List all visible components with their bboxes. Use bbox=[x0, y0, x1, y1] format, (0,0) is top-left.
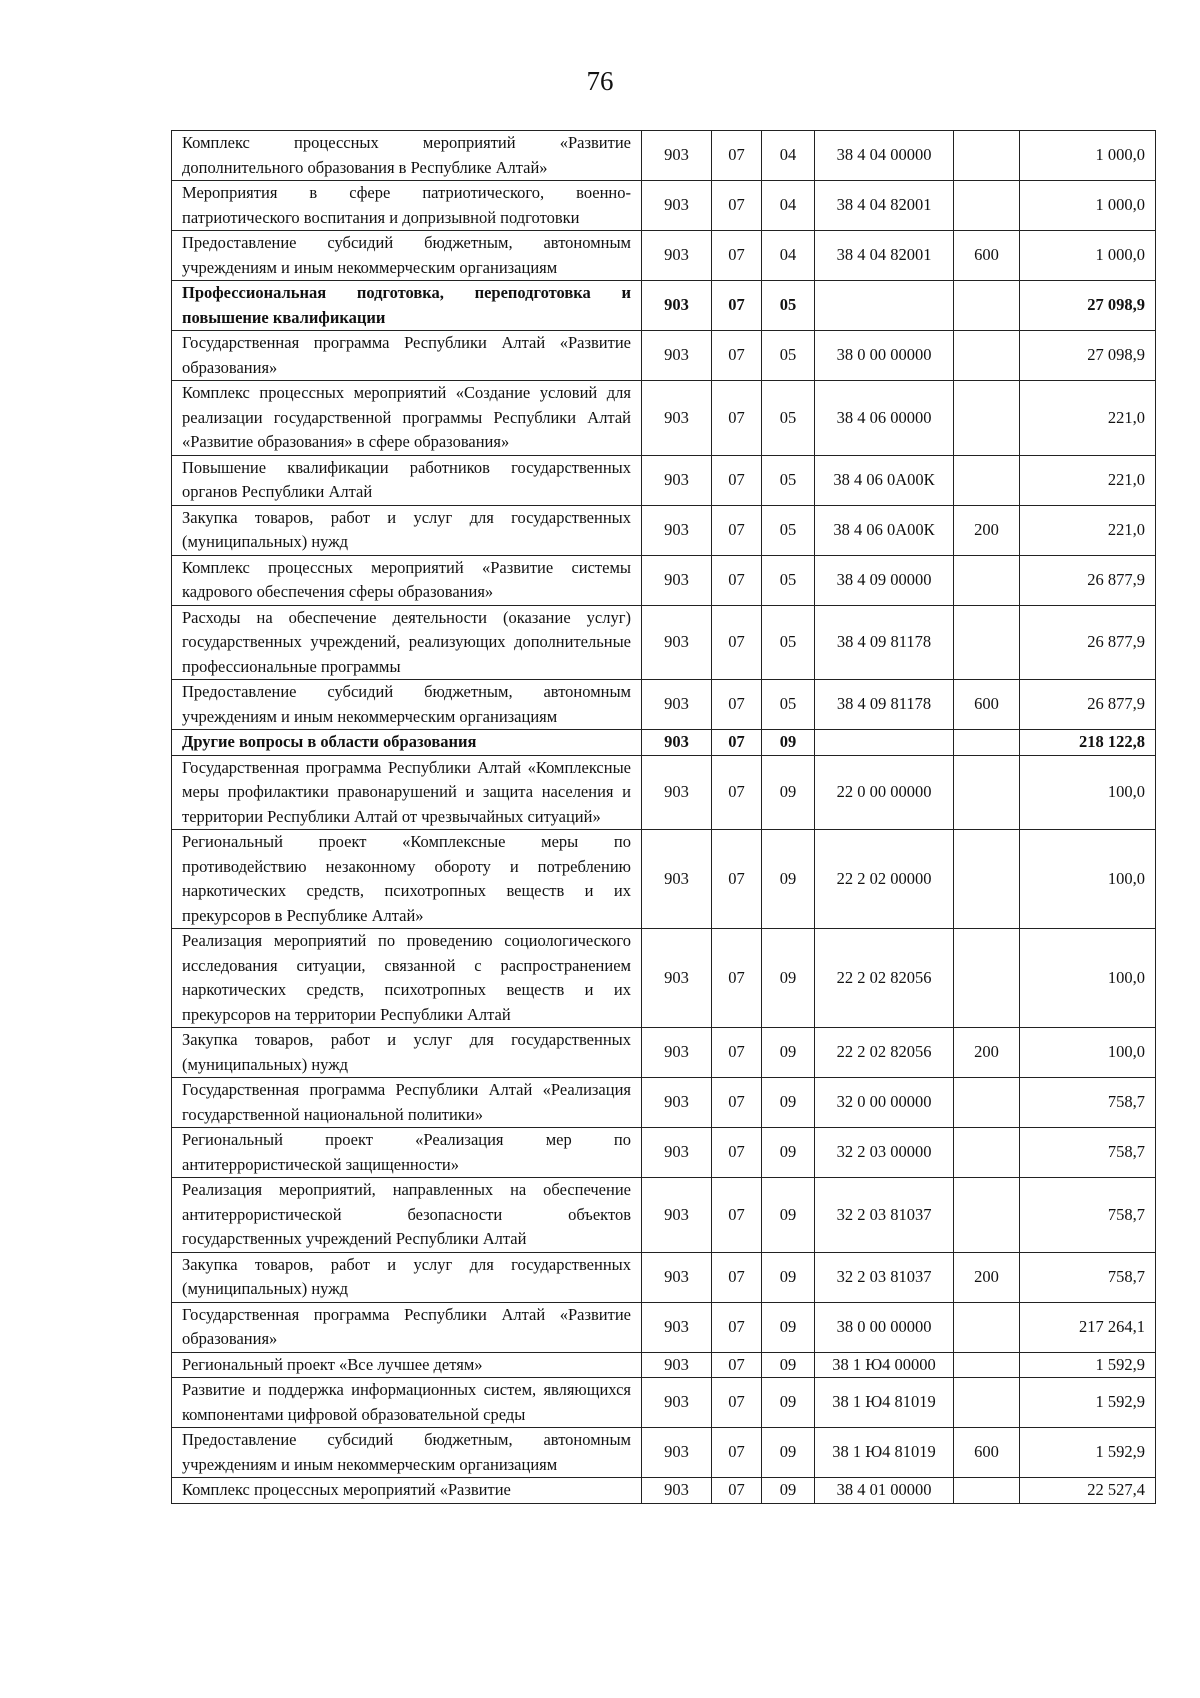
table-row bbox=[172, 281, 1156, 331]
row-name-cell: Профессиональная подготовка, переподготовка и повышение квалификации bbox=[172, 281, 642, 331]
expense-type-cell bbox=[954, 455, 1020, 505]
subsection-code-cell: 05 bbox=[762, 281, 815, 331]
expense-type-cell bbox=[954, 555, 1020, 605]
target-article-cell: 22 2 02 82056 bbox=[815, 1028, 954, 1078]
amount-cell: 100,0 bbox=[1020, 929, 1156, 1028]
row-name-cell: Закупка товаров, работ и услуг для государственных (муниципальных) нужд bbox=[172, 505, 642, 555]
expense-type-cell: 600 bbox=[954, 231, 1020, 281]
row-name-cell: Государственная программа Республики Алтай «Реализация государственной национальной политики» bbox=[172, 1078, 642, 1128]
expense-type-cell: 600 bbox=[954, 1428, 1020, 1478]
target-article-cell: 38 0 00 00000 bbox=[815, 1302, 954, 1352]
subsection-code-cell: 04 bbox=[762, 131, 815, 181]
ministry-code-cell: 903 bbox=[642, 1178, 712, 1253]
row-name-cell: Комплекс процессных мероприятий «Развитие дополнительного образования в Республике Алтай» bbox=[172, 131, 642, 181]
section-code-cell: 07 bbox=[712, 1378, 762, 1428]
amount-cell: 1 592,9 bbox=[1020, 1428, 1156, 1478]
subsection-code-cell: 09 bbox=[762, 1028, 815, 1078]
table-row bbox=[172, 505, 1156, 555]
table-row bbox=[172, 555, 1156, 605]
subsection-code-cell: 05 bbox=[762, 680, 815, 730]
table-row bbox=[172, 1428, 1156, 1478]
target-article-cell: 38 4 06 0А00К bbox=[815, 505, 954, 555]
target-article-cell: 22 2 02 00000 bbox=[815, 830, 954, 929]
ministry-code-cell: 903 bbox=[642, 505, 712, 555]
row-name-cell: Государственная программа Республики Алтай «Развитие образования» bbox=[172, 1302, 642, 1352]
target-article-cell: 38 4 09 00000 bbox=[815, 555, 954, 605]
table-row bbox=[172, 381, 1156, 456]
table-row bbox=[172, 1352, 1156, 1378]
expense-type-cell bbox=[954, 1128, 1020, 1178]
section-code-cell: 07 bbox=[712, 1028, 762, 1078]
table-row bbox=[172, 1378, 1156, 1428]
row-name-cell: Региональный проект «Комплексные меры по противодействию незаконному обороту и потреблению наркотических средств, психотропных веществ и их прекурсоров в Республике Алтай» bbox=[172, 830, 642, 929]
row-name-cell: Предоставление субсидий бюджетным, автономным учреждениям и иным некоммерческим организациям bbox=[172, 680, 642, 730]
ministry-code-cell: 903 bbox=[642, 1302, 712, 1352]
subsection-code-cell: 09 bbox=[762, 1128, 815, 1178]
subsection-code-cell: 05 bbox=[762, 505, 815, 555]
expense-type-cell: 200 bbox=[954, 1252, 1020, 1302]
budget-table bbox=[171, 130, 1156, 1504]
ministry-code-cell: 903 bbox=[642, 331, 712, 381]
section-code-cell: 07 bbox=[712, 755, 762, 830]
section-code-cell: 07 bbox=[712, 929, 762, 1028]
ministry-code-cell: 903 bbox=[642, 605, 712, 680]
target-article-cell: 38 4 06 0А00К bbox=[815, 455, 954, 505]
table-row bbox=[172, 830, 1156, 929]
section-code-cell: 07 bbox=[712, 605, 762, 680]
amount-cell: 27 098,9 bbox=[1020, 281, 1156, 331]
expense-type-cell bbox=[954, 929, 1020, 1028]
table-row bbox=[172, 1178, 1156, 1253]
table-row bbox=[172, 131, 1156, 181]
section-code-cell: 07 bbox=[712, 1178, 762, 1253]
target-article-cell: 38 4 09 81178 bbox=[815, 605, 954, 680]
expense-type-cell: 600 bbox=[954, 680, 1020, 730]
expense-type-cell bbox=[954, 755, 1020, 830]
target-article-cell: 22 2 02 82056 bbox=[815, 929, 954, 1028]
row-name-cell: Закупка товаров, работ и услуг для государственных (муниципальных) нужд bbox=[172, 1252, 642, 1302]
expense-type-cell: 200 bbox=[954, 1028, 1020, 1078]
amount-cell: 1 000,0 bbox=[1020, 181, 1156, 231]
table-row bbox=[172, 455, 1156, 505]
ministry-code-cell: 903 bbox=[642, 231, 712, 281]
table-row bbox=[172, 730, 1156, 756]
row-name-cell: Комплекс процессных мероприятий «Развитие системы кадрового обеспечения сферы образования» bbox=[172, 555, 642, 605]
ministry-code-cell: 903 bbox=[642, 1428, 712, 1478]
amount-cell: 758,7 bbox=[1020, 1178, 1156, 1253]
table-row bbox=[172, 1028, 1156, 1078]
subsection-code-cell: 09 bbox=[762, 830, 815, 929]
row-name-cell: Комплекс процессных мероприятий «Развитие bbox=[172, 1478, 642, 1504]
target-article-cell: 38 4 04 82001 bbox=[815, 231, 954, 281]
table-row bbox=[172, 1128, 1156, 1178]
ministry-code-cell: 903 bbox=[642, 1028, 712, 1078]
page-number: 76 bbox=[586, 66, 614, 96]
section-code-cell: 07 bbox=[712, 1078, 762, 1128]
table-row bbox=[172, 605, 1156, 680]
target-article-cell: 22 0 00 00000 bbox=[815, 755, 954, 830]
subsection-code-cell: 04 bbox=[762, 181, 815, 231]
ministry-code-cell: 903 bbox=[642, 1252, 712, 1302]
target-article-cell: 32 2 03 00000 bbox=[815, 1128, 954, 1178]
ministry-code-cell: 903 bbox=[642, 929, 712, 1028]
amount-cell: 217 264,1 bbox=[1020, 1302, 1156, 1352]
ministry-code-cell: 903 bbox=[642, 1128, 712, 1178]
subsection-code-cell: 05 bbox=[762, 455, 815, 505]
row-name-cell: Другие вопросы в области образования bbox=[172, 730, 642, 756]
subsection-code-cell: 09 bbox=[762, 755, 815, 830]
ministry-code-cell: 903 bbox=[642, 381, 712, 456]
ministry-code-cell: 903 bbox=[642, 555, 712, 605]
amount-cell: 27 098,9 bbox=[1020, 331, 1156, 381]
amount-cell: 758,7 bbox=[1020, 1128, 1156, 1178]
subsection-code-cell: 04 bbox=[762, 231, 815, 281]
row-name-cell: Предоставление субсидий бюджетным, автономным учреждениям и иным некоммерческим организациям bbox=[172, 231, 642, 281]
subsection-code-cell: 09 bbox=[762, 929, 815, 1028]
section-code-cell: 07 bbox=[712, 1352, 762, 1378]
subsection-code-cell: 05 bbox=[762, 605, 815, 680]
table-row bbox=[172, 1252, 1156, 1302]
target-article-cell bbox=[815, 730, 954, 756]
section-code-cell: 07 bbox=[712, 281, 762, 331]
ministry-code-cell: 903 bbox=[642, 1352, 712, 1378]
amount-cell: 1 000,0 bbox=[1020, 231, 1156, 281]
row-name-cell: Государственная программа Республики Алтай «Развитие образования» bbox=[172, 331, 642, 381]
target-article-cell: 38 1 Ю4 00000 bbox=[815, 1352, 954, 1378]
row-name-cell: Реализация мероприятий, направленных на обеспечение антитеррористической безопасности объектов государственных учреждений Республики Алтай bbox=[172, 1178, 642, 1253]
row-name-cell: Расходы на обеспечение деятельности (оказание услуг) государственных учреждений, реализующих дополнительные профессиональные программы bbox=[172, 605, 642, 680]
amount-cell: 221,0 bbox=[1020, 505, 1156, 555]
ministry-code-cell: 903 bbox=[642, 181, 712, 231]
amount-cell: 26 877,9 bbox=[1020, 680, 1156, 730]
amount-cell: 100,0 bbox=[1020, 755, 1156, 830]
ministry-code-cell: 903 bbox=[642, 281, 712, 331]
table-row bbox=[172, 181, 1156, 231]
subsection-code-cell: 09 bbox=[762, 1478, 815, 1504]
expense-type-cell bbox=[954, 1078, 1020, 1128]
section-code-cell: 07 bbox=[712, 555, 762, 605]
subsection-code-cell: 09 bbox=[762, 1378, 815, 1428]
row-name-cell: Реализация мероприятий по проведению социологического исследования ситуации, связанной с распространением наркотических средств, психотропных веществ и их прекурсоров на территории Республики Алтай bbox=[172, 929, 642, 1028]
expense-type-cell bbox=[954, 1378, 1020, 1428]
subsection-code-cell: 09 bbox=[762, 1178, 815, 1253]
expense-type-cell bbox=[954, 605, 1020, 680]
row-name-cell: Повышение квалификации работников государственных органов Республики Алтай bbox=[172, 455, 642, 505]
target-article-cell: 38 4 09 81178 bbox=[815, 680, 954, 730]
section-code-cell: 07 bbox=[712, 381, 762, 456]
amount-cell: 100,0 bbox=[1020, 1028, 1156, 1078]
expense-type-cell bbox=[954, 730, 1020, 756]
subsection-code-cell: 09 bbox=[762, 1428, 815, 1478]
table-row bbox=[172, 1478, 1156, 1504]
section-code-cell: 07 bbox=[712, 505, 762, 555]
ministry-code-cell: 903 bbox=[642, 730, 712, 756]
ministry-code-cell: 903 bbox=[642, 830, 712, 929]
row-name-cell: Региональный проект «Все лучшее детям» bbox=[172, 1352, 642, 1378]
amount-cell: 26 877,9 bbox=[1020, 555, 1156, 605]
amount-cell: 758,7 bbox=[1020, 1252, 1156, 1302]
section-code-cell: 07 bbox=[712, 231, 762, 281]
ministry-code-cell: 903 bbox=[642, 1478, 712, 1504]
amount-cell: 758,7 bbox=[1020, 1078, 1156, 1128]
amount-cell: 100,0 bbox=[1020, 830, 1156, 929]
subsection-code-cell: 09 bbox=[762, 730, 815, 756]
expense-type-cell bbox=[954, 381, 1020, 456]
expense-type-cell bbox=[954, 1352, 1020, 1378]
expense-type-cell bbox=[954, 830, 1020, 929]
section-code-cell: 07 bbox=[712, 1302, 762, 1352]
ministry-code-cell: 903 bbox=[642, 131, 712, 181]
section-code-cell: 07 bbox=[712, 730, 762, 756]
section-code-cell: 07 bbox=[712, 680, 762, 730]
table-body bbox=[172, 131, 1156, 1504]
expense-type-cell bbox=[954, 1478, 1020, 1504]
subsection-code-cell: 09 bbox=[762, 1078, 815, 1128]
section-code-cell: 07 bbox=[712, 1252, 762, 1302]
amount-cell: 221,0 bbox=[1020, 381, 1156, 456]
row-name-cell: Региональный проект «Реализация мер по антитеррористической защищенности» bbox=[172, 1128, 642, 1178]
expense-type-cell: 200 bbox=[954, 505, 1020, 555]
target-article-cell: 38 4 04 82001 bbox=[815, 181, 954, 231]
target-article-cell: 38 0 00 00000 bbox=[815, 331, 954, 381]
amount-cell: 218 122,8 bbox=[1020, 730, 1156, 756]
section-code-cell: 07 bbox=[712, 830, 762, 929]
subsection-code-cell: 05 bbox=[762, 555, 815, 605]
expense-type-cell bbox=[954, 281, 1020, 331]
subsection-code-cell: 09 bbox=[762, 1352, 815, 1378]
section-code-cell: 07 bbox=[712, 1128, 762, 1178]
amount-cell: 26 877,9 bbox=[1020, 605, 1156, 680]
row-name-cell: Предоставление субсидий бюджетным, автономным учреждениям и иным некоммерческим организациям bbox=[172, 1428, 642, 1478]
expense-type-cell bbox=[954, 131, 1020, 181]
table-row bbox=[172, 1078, 1156, 1128]
table-row bbox=[172, 755, 1156, 830]
target-article-cell: 32 2 03 81037 bbox=[815, 1252, 954, 1302]
amount-cell: 221,0 bbox=[1020, 455, 1156, 505]
ministry-code-cell: 903 bbox=[642, 680, 712, 730]
target-article-cell: 32 0 00 00000 bbox=[815, 1078, 954, 1128]
amount-cell: 22 527,4 bbox=[1020, 1478, 1156, 1504]
ministry-code-cell: 903 bbox=[642, 1078, 712, 1128]
section-code-cell: 07 bbox=[712, 131, 762, 181]
section-code-cell: 07 bbox=[712, 1428, 762, 1478]
target-article-cell: 38 4 06 00000 bbox=[815, 381, 954, 456]
subsection-code-cell: 09 bbox=[762, 1252, 815, 1302]
row-name-cell: Государственная программа Республики Алтай «Комплексные меры профилактики правонарушений и защита населения и территории Республики Алтай от чрезвычайных ситуаций» bbox=[172, 755, 642, 830]
ministry-code-cell: 903 bbox=[642, 1378, 712, 1428]
target-article-cell: 38 4 04 00000 bbox=[815, 131, 954, 181]
row-name-cell: Закупка товаров, работ и услуг для государственных (муниципальных) нужд bbox=[172, 1028, 642, 1078]
table-row bbox=[172, 331, 1156, 381]
table-row bbox=[172, 680, 1156, 730]
amount-cell: 1 592,9 bbox=[1020, 1352, 1156, 1378]
expense-type-cell bbox=[954, 331, 1020, 381]
target-article-cell: 38 1 Ю4 81019 bbox=[815, 1378, 954, 1428]
subsection-code-cell: 09 bbox=[762, 1302, 815, 1352]
target-article-cell: 38 4 01 00000 bbox=[815, 1478, 954, 1504]
target-article-cell: 38 1 Ю4 81019 bbox=[815, 1428, 954, 1478]
row-name-cell: Мероприятия в сфере патриотического, военно-патриотического воспитания и допризывной подготовки bbox=[172, 181, 642, 231]
expense-type-cell bbox=[954, 1178, 1020, 1253]
ministry-code-cell: 903 bbox=[642, 455, 712, 505]
subsection-code-cell: 05 bbox=[762, 381, 815, 456]
target-article-cell bbox=[815, 281, 954, 331]
amount-cell: 1 000,0 bbox=[1020, 131, 1156, 181]
subsection-code-cell: 05 bbox=[762, 331, 815, 381]
section-code-cell: 07 bbox=[712, 1478, 762, 1504]
row-name-cell: Комплекс процессных мероприятий «Создание условий для реализации государственной программы Республики Алтай «Развитие образования» в сфере образования» bbox=[172, 381, 642, 456]
expense-type-cell bbox=[954, 181, 1020, 231]
ministry-code-cell: 903 bbox=[642, 755, 712, 830]
table-row bbox=[172, 1302, 1156, 1352]
table-row bbox=[172, 929, 1156, 1028]
section-code-cell: 07 bbox=[712, 455, 762, 505]
table-row bbox=[172, 231, 1156, 281]
row-name-cell: Развитие и поддержка информационных систем, являющихся компонентами цифровой образовательной среды bbox=[172, 1378, 642, 1428]
target-article-cell: 32 2 03 81037 bbox=[815, 1178, 954, 1253]
section-code-cell: 07 bbox=[712, 331, 762, 381]
section-code-cell: 07 bbox=[712, 181, 762, 231]
amount-cell: 1 592,9 bbox=[1020, 1378, 1156, 1428]
expense-type-cell bbox=[954, 1302, 1020, 1352]
